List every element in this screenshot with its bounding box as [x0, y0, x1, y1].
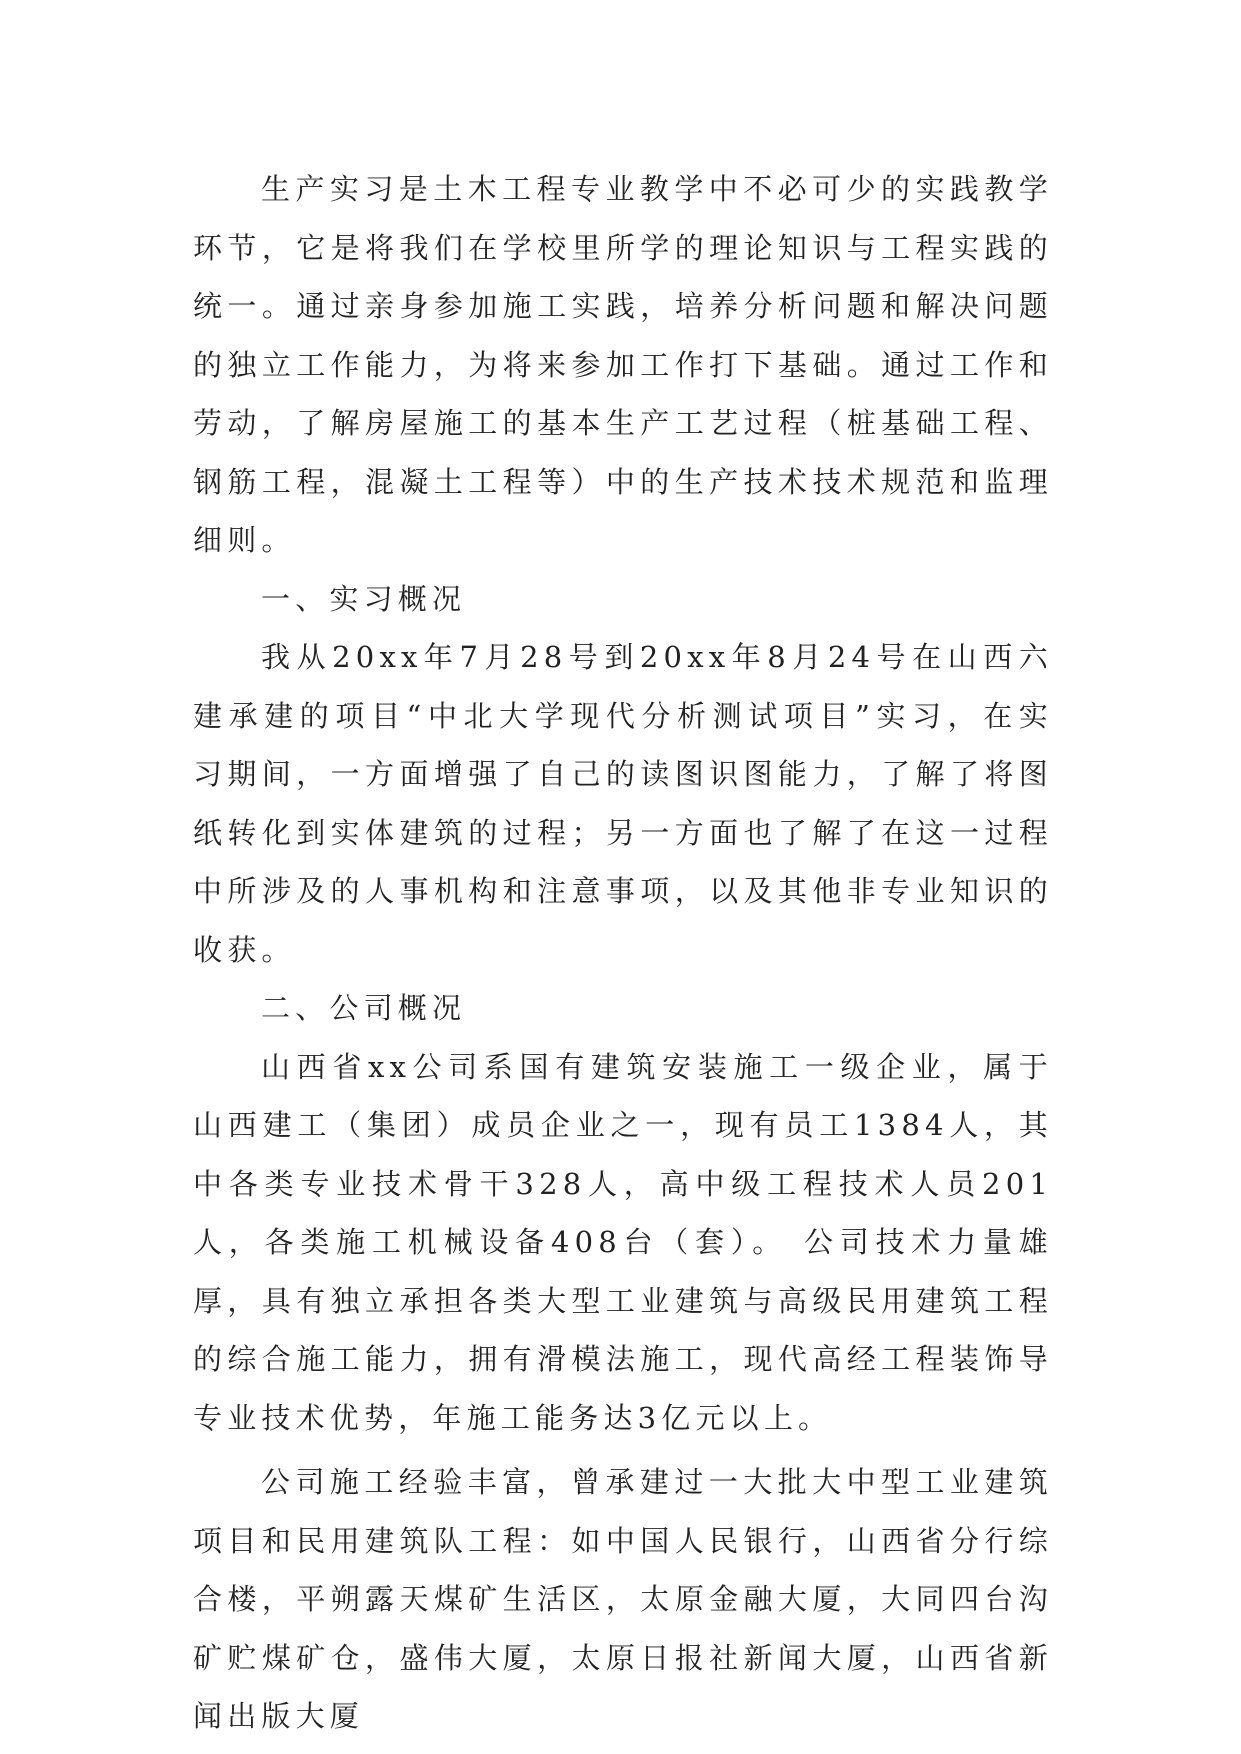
section-heading-company-overview: 二、公司概况 — [261, 991, 467, 1025]
document-body — [193, 160, 1053, 1746]
paragraph-intro: 生产实习是土木工程专业教学中不必可少的实践教学环节，它是将我们在学校里所学的理论知识与工程实践的统一。通过亲身参加施工实践，培养分析问题和解决问题的独立工作能力，为将来参加工作打下基础。通过工作和劳动，了解房屋施工的基本生产工艺过程（桩基础工程、钢筋工程，混凝土工程等）中的生产技术技术规范和监理细则。 — [193, 172, 1053, 557]
section-heading-internship-overview: 一、实习概况 — [261, 581, 467, 616]
paragraph-internship-overview: 我从20xx年7月28号到20xx年8月24号在山西六建承建的项目“中北大学现代分析测试项目”实习，在实习期间，一方面增强了自己的读图识图能力，了解了将图纸转化到实体建筑的过程；另一方面也了解了在这一过程中所涉及的人事机构和注意事项，以及其他非专业知识的收获。 — [193, 640, 1053, 967]
paragraph-company-overview: 山西省xx公司系国有建筑安装施工一级企业，属于山西建工（集团）成员企业之一，现有员工1384人，其中各类专业技术骨干328人，高中级工程技术人员201人，各类施工机械设备408台（套）。 公司技术力量雄厚，具有独立承担各类大型工业建筑与高级民用建筑工程的综合施工能力，拥有滑模法施工，现代高经工程装饰导专业技术优势，年施工能务达3亿元以上。 — [193, 1049, 1053, 1435]
paragraph-company-experience: 公司施工经验丰富，曾承建过一大批大中型工业建筑项目和民用建筑队工程：如中国人民银行，山西省分行综合楼，平朔露天煤矿生活区，太原金融大厦，大同四台沟矿贮煤矿仓，盛伟大厦，太原日报社新闻大厦，山西省新闻出版大厦 — [193, 1465, 1053, 1733]
